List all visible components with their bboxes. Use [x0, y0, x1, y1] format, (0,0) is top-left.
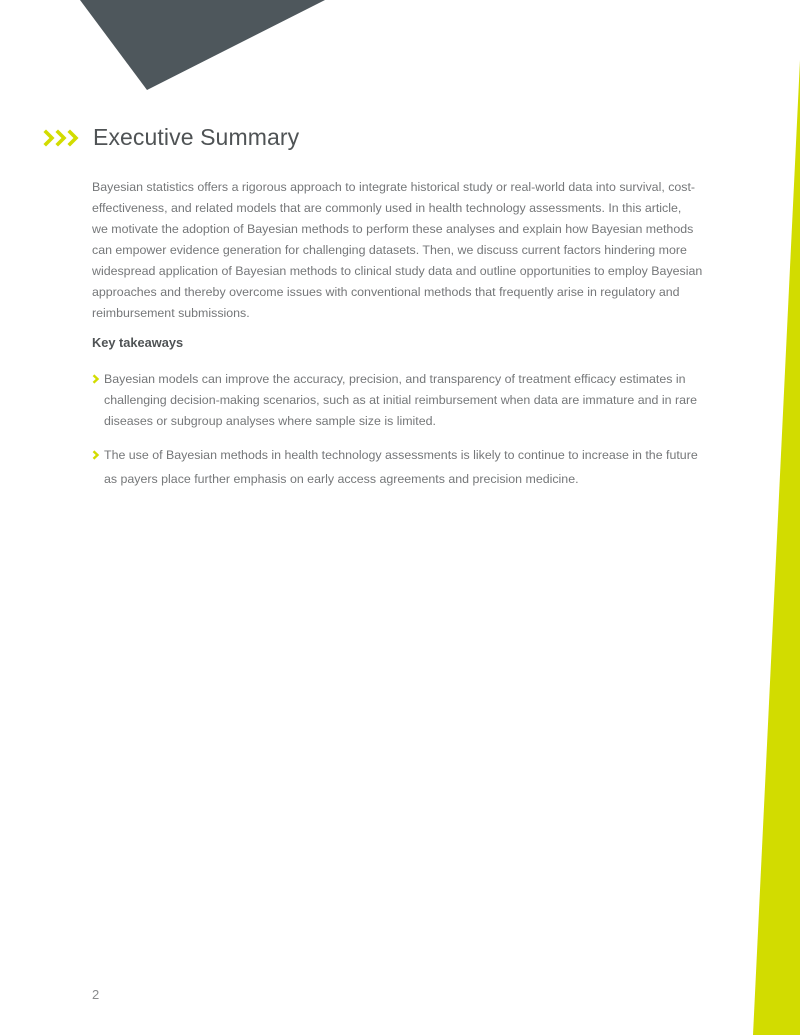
intro-paragraph	[92, 177, 712, 324]
triple-chevron-icon	[43, 128, 83, 148]
takeaway-text	[104, 445, 712, 490]
takeaway-text	[104, 369, 712, 432]
takeaway-item	[92, 369, 712, 432]
intro-line: can empower evidence generation for challenging datasets. Then, we discuss current factors hindering more	[92, 243, 687, 257]
intro-line: approaches and thereby overcome issues with conventional methods that frequently arise in regulatory and	[92, 285, 680, 299]
intro-line: effectiveness, and related models that are commonly used in health technology assessments. In this article,	[92, 201, 682, 215]
dark-triangle-shape	[80, 0, 325, 90]
key-takeaways-title: Key takeaways	[92, 335, 184, 350]
intro-line: we motivate the adoption of Bayesian methods to perform these analyses and explain how Bayesian methods	[92, 222, 694, 236]
takeaway-item	[92, 445, 712, 490]
section-heading	[43, 124, 299, 151]
intro-line: reimbursement submissions.	[92, 306, 250, 320]
intro-line: widespread application of Bayesian methods to clinical study data and outline opportunities to employ Bayesian	[92, 264, 703, 278]
intro-line: Bayesian statistics offers a rigorous approach to integrate historical study or real-world data into survival, cost-	[92, 180, 696, 194]
chevron-right-icon	[92, 450, 100, 460]
takeaway-line: challenging decision-making scenarios, such as at initial reimbursement when data are immature and in rare	[104, 393, 697, 407]
page-number: 2	[92, 987, 100, 1002]
takeaway-line: Bayesian models can improve the accuracy, precision, and transparency of treatment efficacy estimates in	[104, 372, 686, 386]
takeaway-line: The use of Bayesian methods in health technology assessments is likely to continue to increase in the future	[104, 448, 698, 462]
chevron-right-icon	[92, 374, 100, 384]
takeaway-line: as payers place further emphasis on early access agreements and precision medicine.	[104, 472, 579, 486]
takeaway-line: diseases or subgroup analyses where sample size is limited.	[104, 414, 436, 428]
page-title: Executive Summary	[93, 124, 300, 150]
accent-edge-stripe	[753, 60, 800, 1035]
